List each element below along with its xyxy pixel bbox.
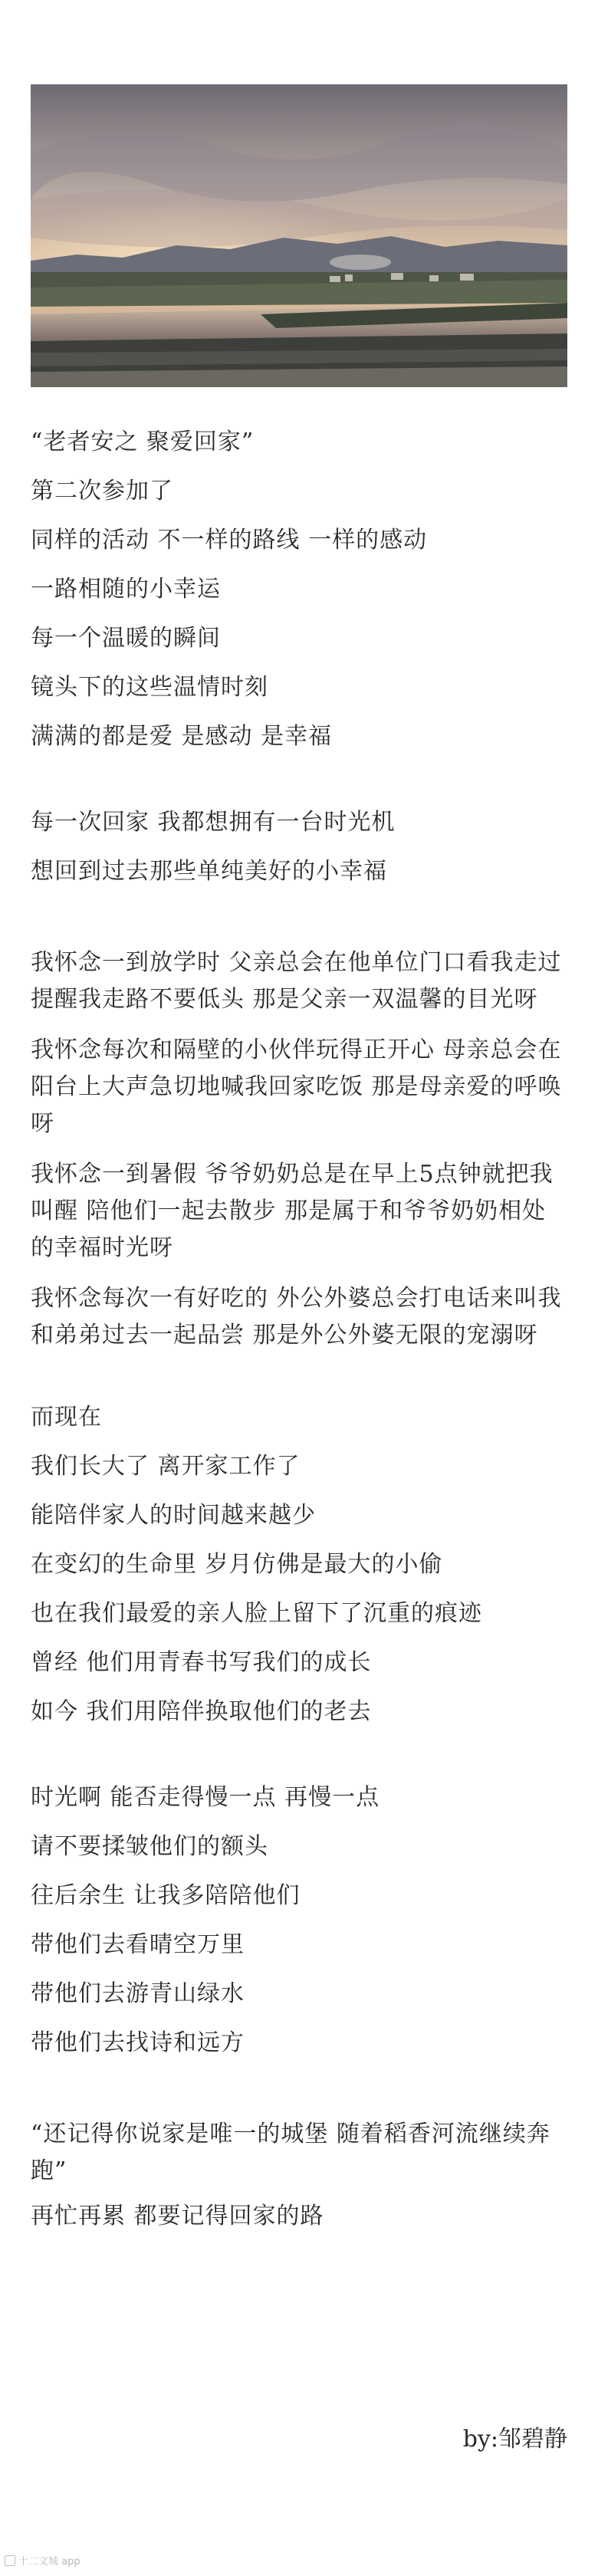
poem-line: 再忙再累 都要记得回家的路 xyxy=(31,2203,324,2229)
poem-line: 带他们去找诗和远方 xyxy=(31,2029,245,2056)
poem-line: 我怀念一到放学时 父亲总会在他单位门口看我走过 提醒我走路不要低头 那是父亲一双温馨的目光呀 xyxy=(31,949,562,1013)
watermark-text: 十二文城 app xyxy=(18,2556,80,2568)
poem-line: 也在我们最爱的亲人脸上留下了沉重的痕迹 xyxy=(31,1600,482,1627)
poem-line: 在变幻的生命里 岁月仿佛是最大的小偷 xyxy=(31,1551,443,1578)
poem-line: 第二次参加了 xyxy=(31,478,173,504)
poem-line: “还记得你说家是唯一的城堡 随着稻香河流继续奔跑” xyxy=(31,2121,550,2184)
poem-line: 一路相随的小幸运 xyxy=(31,576,221,603)
landscape-photo-icon xyxy=(31,84,567,387)
poem-line: 请不要揉皱他们的额头 xyxy=(31,1833,268,1860)
poem-line: 能陪伴家人的时间越来越少 xyxy=(31,1502,316,1529)
poem-line: 想回到过去那些单纯美好的小幸福 xyxy=(31,858,387,885)
poem-line: 每一个温暖的瞬间 xyxy=(31,625,221,652)
poem-line: 每一次回家 我都想拥有一台时光机 xyxy=(31,809,396,836)
poem-line: 带他们去看晴空万里 xyxy=(31,1931,245,1958)
poem xyxy=(31,429,567,2252)
poem-line: 我们长大了 离开家工作了 xyxy=(31,1453,301,1480)
poem-line: 同样的活动 不一样的路线 一样的感动 xyxy=(31,527,428,554)
poem-line: 带他们去游青山绿水 xyxy=(31,1980,245,2007)
poem-line: 曾经 他们用青春书写我们的成长 xyxy=(31,1649,372,1676)
poem-line: 而现在 xyxy=(31,1404,102,1431)
app-logo-icon xyxy=(5,2555,15,2566)
landscape-photo xyxy=(31,84,567,387)
author-signature: by:邹碧静 xyxy=(462,2426,567,2453)
poem-line: 我怀念每次和隔壁的小伙伴玩得正开心 母亲总会在阳台上大声急切地喊我回家吃饭 那是母亲爱的呼唤呀 xyxy=(31,1037,562,1137)
watermark xyxy=(5,2553,80,2568)
poem-line: 时光啊 能否走得慢一点 再慢一点 xyxy=(31,1784,380,1811)
poem-line: “老者安之 聚爱回家” xyxy=(31,429,255,455)
poem-line: 镜头下的这些温情时刻 xyxy=(31,674,268,701)
poem-line: 满满的都是爱 是感动 是幸福 xyxy=(31,723,333,750)
poem-line: 如今 我们用陪伴换取他们的老去 xyxy=(31,1698,372,1725)
poem-line: 往后余生 让我多陪陪他们 xyxy=(31,1882,301,1909)
poem-line: 我怀念一到暑假 爷爷奶奶总是在早上5点钟就把我叫醒 陪他们一起去散步 那是属于和爷爷奶奶相处的幸福时光呀 xyxy=(31,1161,554,1261)
poem-line: 我怀念每次一有好吃的 外公外婆总会打电话来叫我和弟弟过去一起品尝 那是外公外婆无限的宠溺呀 xyxy=(31,1285,562,1349)
